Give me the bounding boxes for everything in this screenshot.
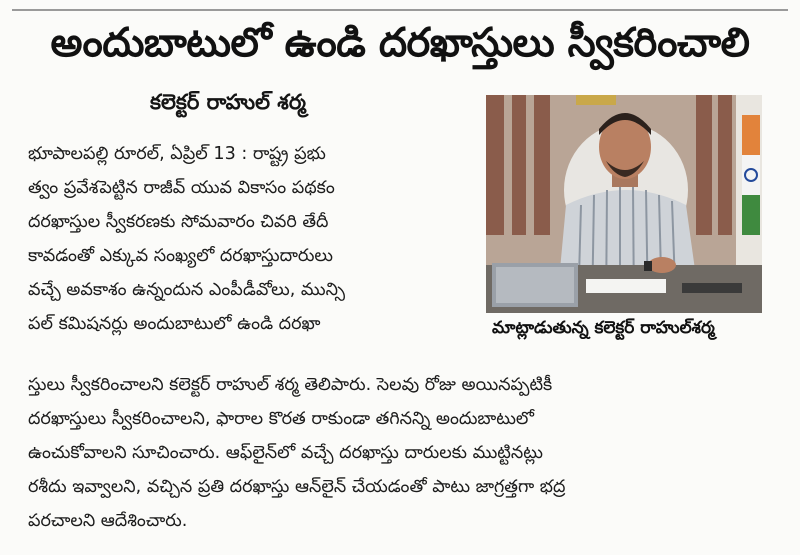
article-body-wide: [28, 368, 565, 538]
body-line: వచ్చే అవకాశం ఉన్నందున ఎంపీడీవోలు, మున్సి: [28, 280, 346, 300]
article-body-narrow: [28, 137, 345, 341]
body-line: దరఖాస్తులు స్వీకరించాలని, ఫారాల కొరత రాకుండా తగినన్ని అందుబాటులో: [28, 409, 535, 429]
photo-caption: మాట్లాడుతున్న కలెక్టర్ రాహుల్‌శర్మ: [492, 318, 715, 338]
body-line: భూపాలపల్లి రూరల్, ఏప్రిల్ 13 : రాష్ట్ర ప్రభు: [28, 144, 326, 164]
body-line: త్వం ప్రవేశపెట్టిన రాజీవ్ యువ వికాసం పథకం: [28, 178, 335, 198]
body-line: స్తులు స్వీకరించాలని కలెక్టర్ రాహుల్ శర్మ తెలిపారు. సెలవు రోజు అయినప్పటికీ: [28, 375, 553, 395]
body-line: రశీదు ఇవ్వాలని, వచ్చిన ప్రతి దరఖాస్తు ఆన్‌లైన్ చేయడంతో పాటు జాగ్రత్తగా భద్ర: [28, 477, 566, 497]
headline: అందుబాటులో ఉండి దరఖాస్తులు స్వీకరించాలి: [50, 20, 750, 66]
body-line: పరచాలని ఆదేశించారు.: [28, 511, 188, 531]
subheadline: కలెక్టర్ రాహుల్ శర్మ: [150, 90, 306, 114]
top-rule: [12, 9, 788, 11]
collector-photo: [486, 95, 762, 313]
body-line: కావడంతో ఎక్కువ సంఖ్యలో దరఖాస్తుదారులు: [28, 246, 333, 266]
body-line: దరఖాస్తుల స్వీకరణకు సోమవారం చివరి తేదీ: [28, 212, 329, 232]
body-line: ఉంచుకోవాలని సూచించారు. ఆఫ్‌లైన్‌లో వచ్చే దరఖాస్తు దారులకు ముట్టినట్లు: [28, 443, 543, 463]
body-line: పల్ కమిషనర్లు అందుబాటులో ఉండి దరఖా: [28, 314, 321, 334]
